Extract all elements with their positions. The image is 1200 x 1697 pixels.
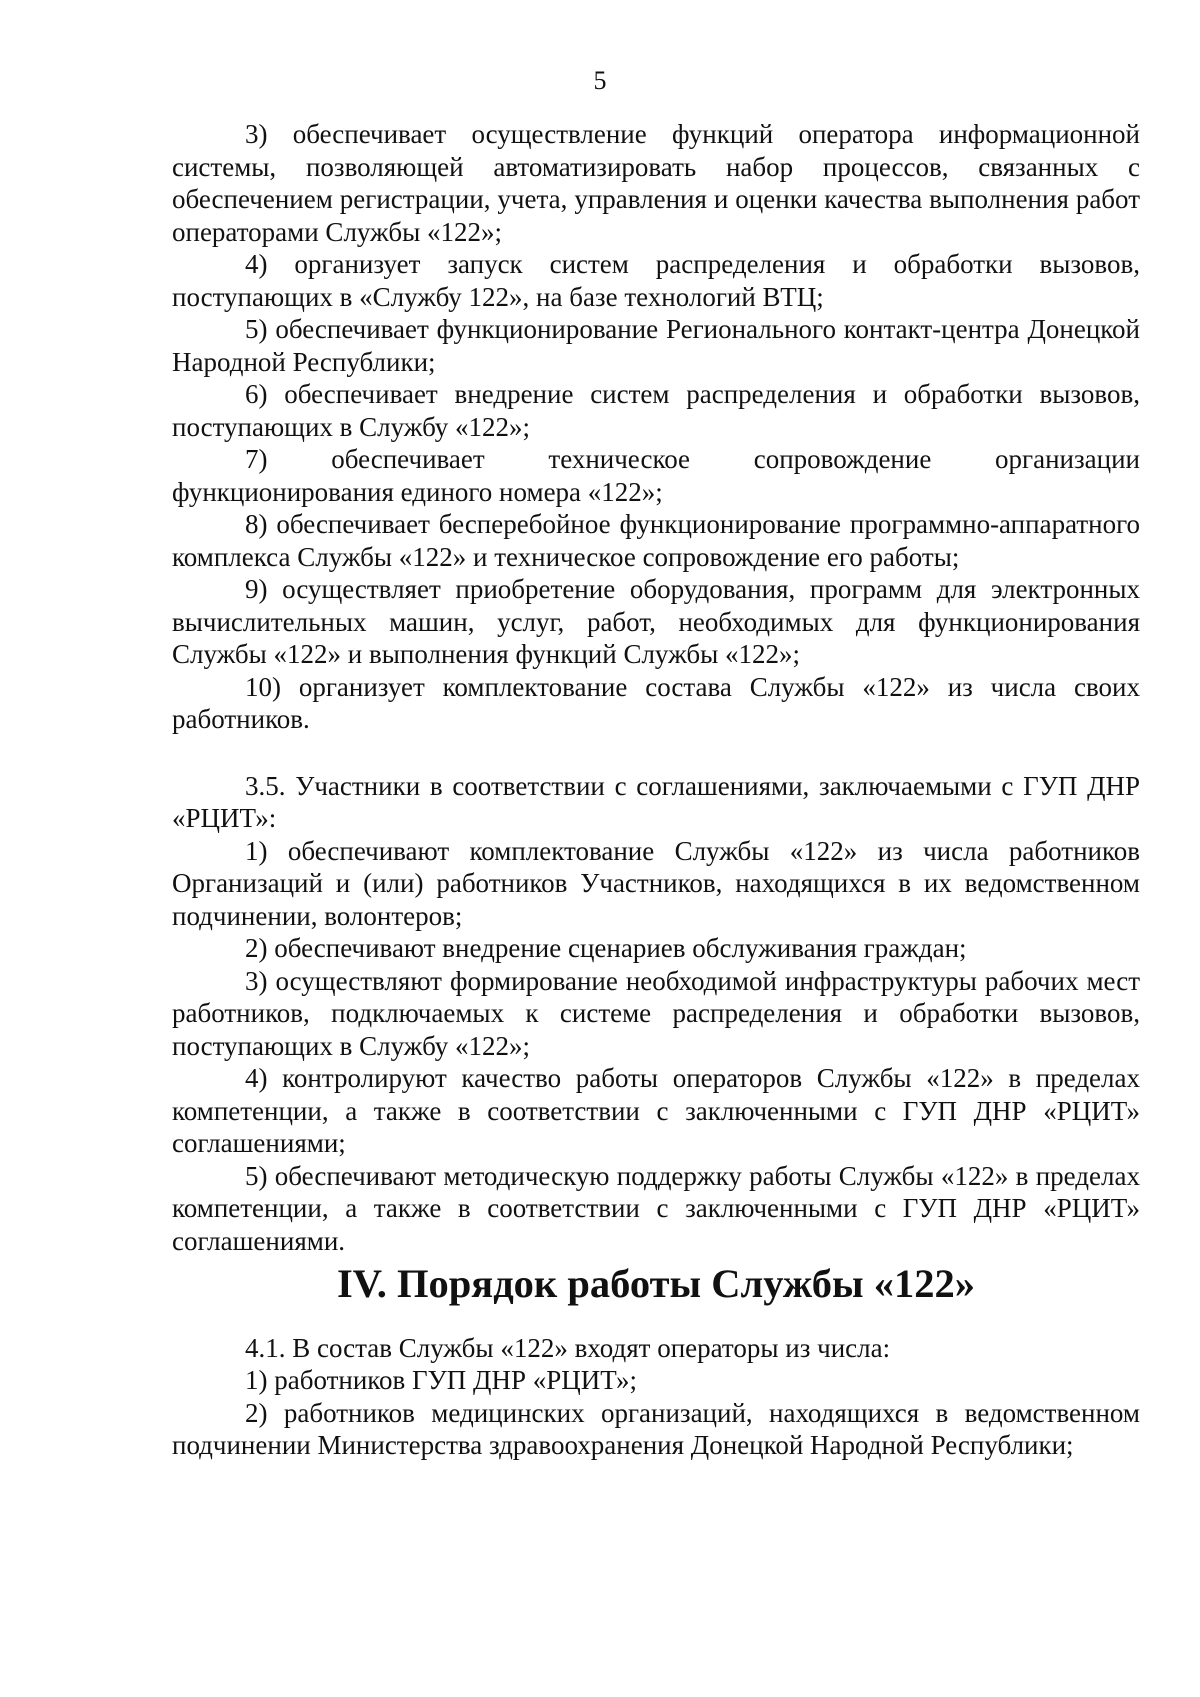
list-item: 8) обеспечивает бесперебойное функционирование программно-аппаратного комплекса Службы «122» и техническое сопровождение его работы;	[172, 509, 1140, 572]
list-item: 5) обеспечивает функционирование Регионального контакт-центра Донецкой Народной Республики;	[172, 314, 1140, 377]
section-heading: IV. Порядок работы Службы «122»	[336, 1261, 976, 1306]
list-item: 1) работников ГУП ДНР «РЦИТ»;	[245, 1365, 638, 1395]
list-item: 5) обеспечивают методическую поддержку работы Службы «122» в пределах компетенции, а также в соответствии с заключенными с ГУП ДНР «РЦИТ» соглашениями.	[172, 1160, 1140, 1256]
clause-4-1-intro: 4.1. В состав Службы «122» входят операторы из числа:	[245, 1332, 891, 1363]
page-number: 5	[593, 66, 607, 95]
list-item: 3) осуществляют формирование необходимой инфраструктуры рабочих мест работников, подключаемых к системе распределения и обработки вызовов, поступающих в Службу «122»;	[172, 965, 1140, 1061]
clause-3-5-intro: 3.5. Участники в соответствии с соглашениями, заключаемыми с ГУП ДНР «РЦИТ»:	[172, 770, 1140, 833]
document-body	[172, 118, 1140, 1462]
list-item: 6) обеспечивает внедрение систем распределения и обработки вызовов, поступающих в Службу «122»;	[172, 379, 1140, 442]
list-item: 3) обеспечивает осуществление функций оператора информационной системы, позволяющей автоматизировать набор процессов, связанных с обеспечением регистрации, учета, управления и оценки качества выполнения работ операторами Службы «122»;	[172, 119, 1140, 247]
list-item: 2) работников медицинских организаций, находящихся в ведомственном подчинении Министерства здравоохранения Донецкой Народной Республики;	[172, 1397, 1140, 1460]
list-item: 10) организует комплектование состава Службы «122» из числа своих работников.	[172, 671, 1140, 734]
list-item: 1) обеспечивают комплектование Службы «122» из числа работников Организаций и (или) работников Участников, находящихся в их ведомственном подчинении, волонтеров;	[172, 835, 1140, 931]
list-item: 4) контролируют качество работы операторов Службы «122» в пределах компетенции, а также в соответствии с заключенными с ГУП ДНР «РЦИТ» соглашениями;	[172, 1063, 1140, 1158]
list-item: 7) обеспечивает техническое сопровождение организации функционирования единого номера «122»;	[172, 444, 1140, 507]
list-item: 2) обеспечивают внедрение сценариев обслуживания граждан;	[245, 933, 967, 963]
list-item: 9) осуществляет приобретение оборудования, программ для электронных вычислительных машин, услуг, работ, необходимых для функционирования Службы «122» и выполнения функций Службы «122»;	[172, 574, 1140, 669]
list-item: 4) организует запуск систем распределения и обработки вызовов, поступающих в «Службу 122», на базе технологий ВТЦ;	[172, 249, 1140, 312]
paragraph-spacer	[172, 736, 1140, 770]
